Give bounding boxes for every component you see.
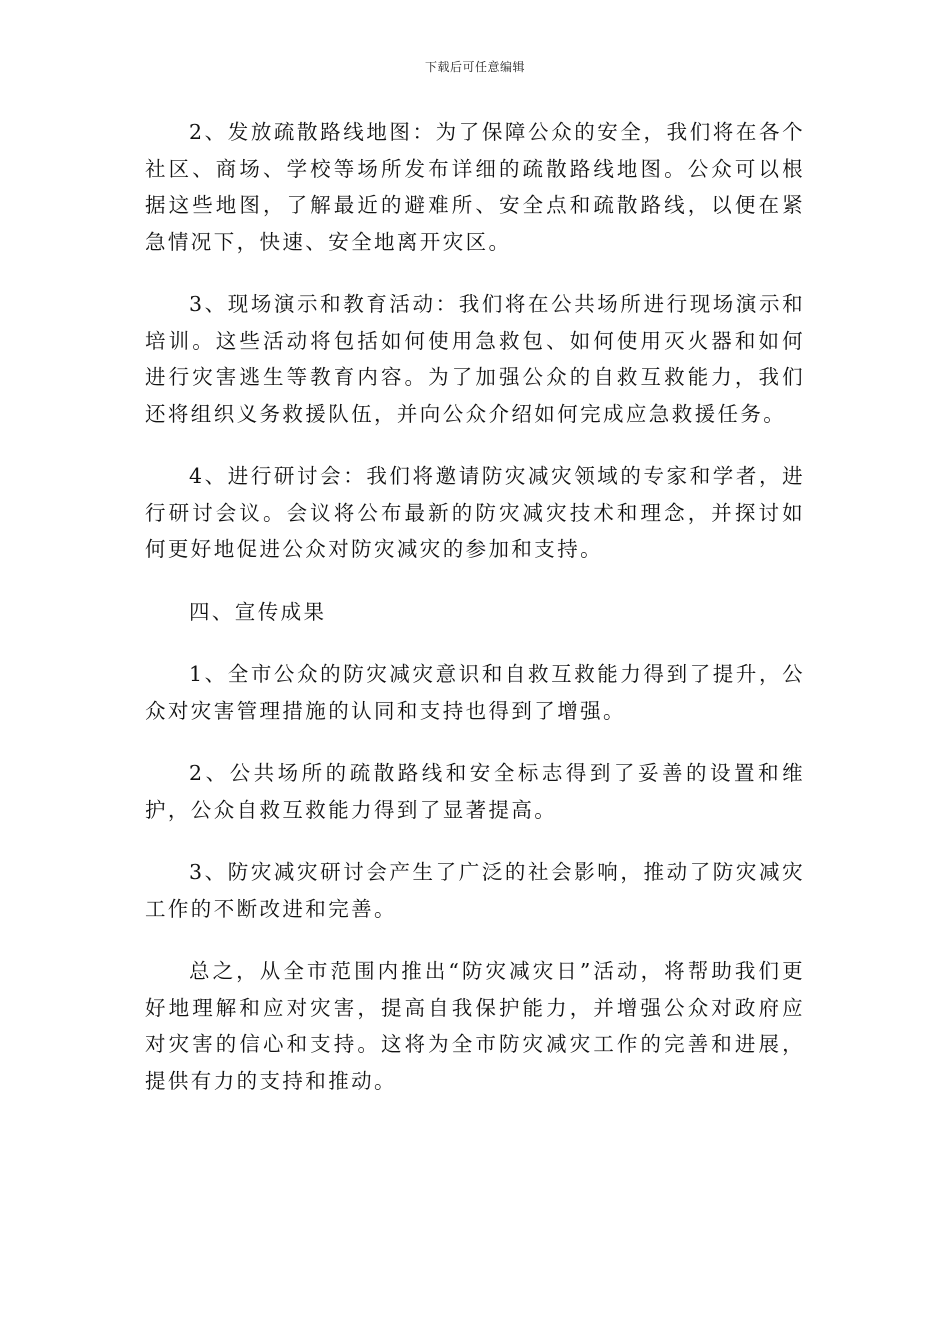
page-header: 下载后可任意编辑	[424, 60, 525, 74]
document-body	[145, 114, 805, 1125]
paragraph-result-signage: 2、公共场所的疏散路线和安全标志得到了妥善的设置和维护，公众自救互救能力得到了显著提高。	[145, 761, 805, 822]
section-heading-results: 四、宣传成果	[189, 599, 327, 624]
paragraph-onsite-demo: 3、现场演示和教育活动：我们将在公共场所进行现场演示和培训。这些活动将包括如何使用急救包、如何使用灭火器和如何进行灾害逃生等教育内容。为了加强公众的自救互救能力，我们还将组织义务救援队伍，并向公众介绍如何完成应急救援任务。	[145, 292, 805, 426]
paragraph-result-seminar: 3、防灾减灾研讨会产生了广泛的社会影响，推动了防灾减灾工作的不断改进和完善。	[145, 860, 805, 921]
paragraph-seminar: 4、进行研讨会：我们将邀请防灾减灾领域的专家和学者，进行研讨会议。会议将公布最新的防灾减灾技术和理念，并探讨如何更好地促进公众对防灾减灾的参加和支持。	[145, 464, 805, 561]
paragraph-conclusion: 总之，从全市范围内推出“防灾减灾日”活动，将帮助我们更好地理解和应对灾害，提高自我保护能力，并增强公众对政府应对灾害的信心和支持。这将为全市防灾减灾工作的完善和进展，提供有力的支持和推动。	[145, 959, 805, 1093]
paragraph-evacuation-map: 2、发放疏散路线地图：为了保障公众的安全，我们将在各个社区、商场、学校等场所发布详细的疏散路线地图。公众可以根据这些地图，了解最近的避难所、安全点和疏散路线，以便在紧急情况下，快速、安全地离开灾区。	[145, 120, 805, 254]
paragraph-result-awareness: 1、全市公众的防灾减灾意识和自救互救能力得到了提升，公众对灾害管理措施的认同和支持也得到了增强。	[145, 662, 805, 723]
